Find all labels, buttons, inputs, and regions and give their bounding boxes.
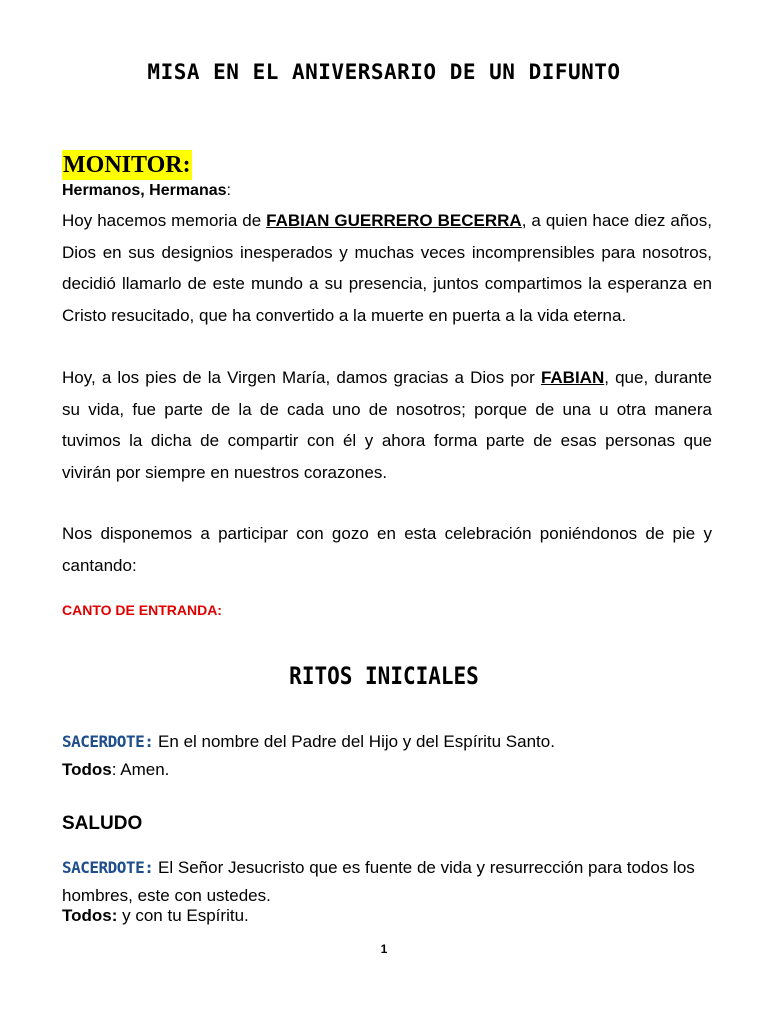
paragraph-thanks-intro: Hoy, a los pies de la Virgen María, damos gracias a Dios por: [62, 368, 541, 387]
paragraph-memorial-body: , a quien hace diez años, Dios en sus designios inesperados y muchas veces incomprensibles para nosotros, decidió llamarlo de este mundo a su presencia, juntos compartimos la esperanza en Cristo resucitado, que ha convertido a la muerte en puerta a la vida eterna.: [62, 211, 712, 325]
section-heading-saludo: SALUDO: [62, 813, 143, 834]
dialogue-text: y con tu Espíritu.: [117, 906, 249, 925]
deceased-full-name: FABIAN GUERRERO BECERRA: [266, 211, 522, 230]
speaker-sacerdote: SACERDOTE:: [62, 732, 154, 751]
dialogue-text: : Amen.: [111, 760, 170, 779]
speaker-todos: Todos:: [62, 906, 118, 925]
speaker-todos: Todos: [62, 760, 112, 779]
dialogue-line-sign-of-cross: [62, 730, 555, 754]
section-heading-ritos: RITOS INICIALES: [289, 662, 479, 690]
paragraph-thanks: [62, 362, 712, 488]
dialogue-line-response: [62, 904, 249, 928]
monitor-label: MONITOR:: [63, 152, 191, 178]
deceased-first-name: FABIAN: [540, 368, 605, 387]
greeting-text: Hermanos, Hermanas: [62, 182, 227, 199]
greeting-colon: :: [226, 182, 231, 199]
document-title: MISA EN EL ANIVERSARIO DE UN DIFUNTO: [147, 60, 621, 84]
paragraph-invitation: Nos disponemos a participar con gozo en esta celebración poniéndonos de pie y cantando:: [62, 524, 712, 575]
entrance-song-label: CANTO DE ENTRANDA:: [62, 602, 222, 618]
paragraph-memorial: [62, 205, 712, 331]
page-number: 1: [380, 942, 388, 956]
paragraph-thanks-body: , que, durante su vida, fue parte de la de cada uno de nosotros; porque de una u otra manera tuvimos la dicha de compartir con él y ahora forma parte de esas personas que vivirán por siempre en nuestros corazones.: [62, 368, 712, 482]
paragraph-memorial-intro: Hoy hacemos memoria de: [62, 211, 267, 230]
greeting: [62, 180, 231, 202]
dialogue-line-greeting: [62, 854, 712, 910]
dialogue-text: En el nombre del Padre del Hijo y del Espíritu Santo.: [153, 732, 555, 751]
dialogue-line-amen: [62, 758, 169, 782]
dialogue-text: El Señor Jesucristo que es fuente de vida y resurrección para todos los hombres, este con ustedes.: [62, 858, 695, 905]
speaker-sacerdote: SACERDOTE:: [62, 858, 154, 877]
